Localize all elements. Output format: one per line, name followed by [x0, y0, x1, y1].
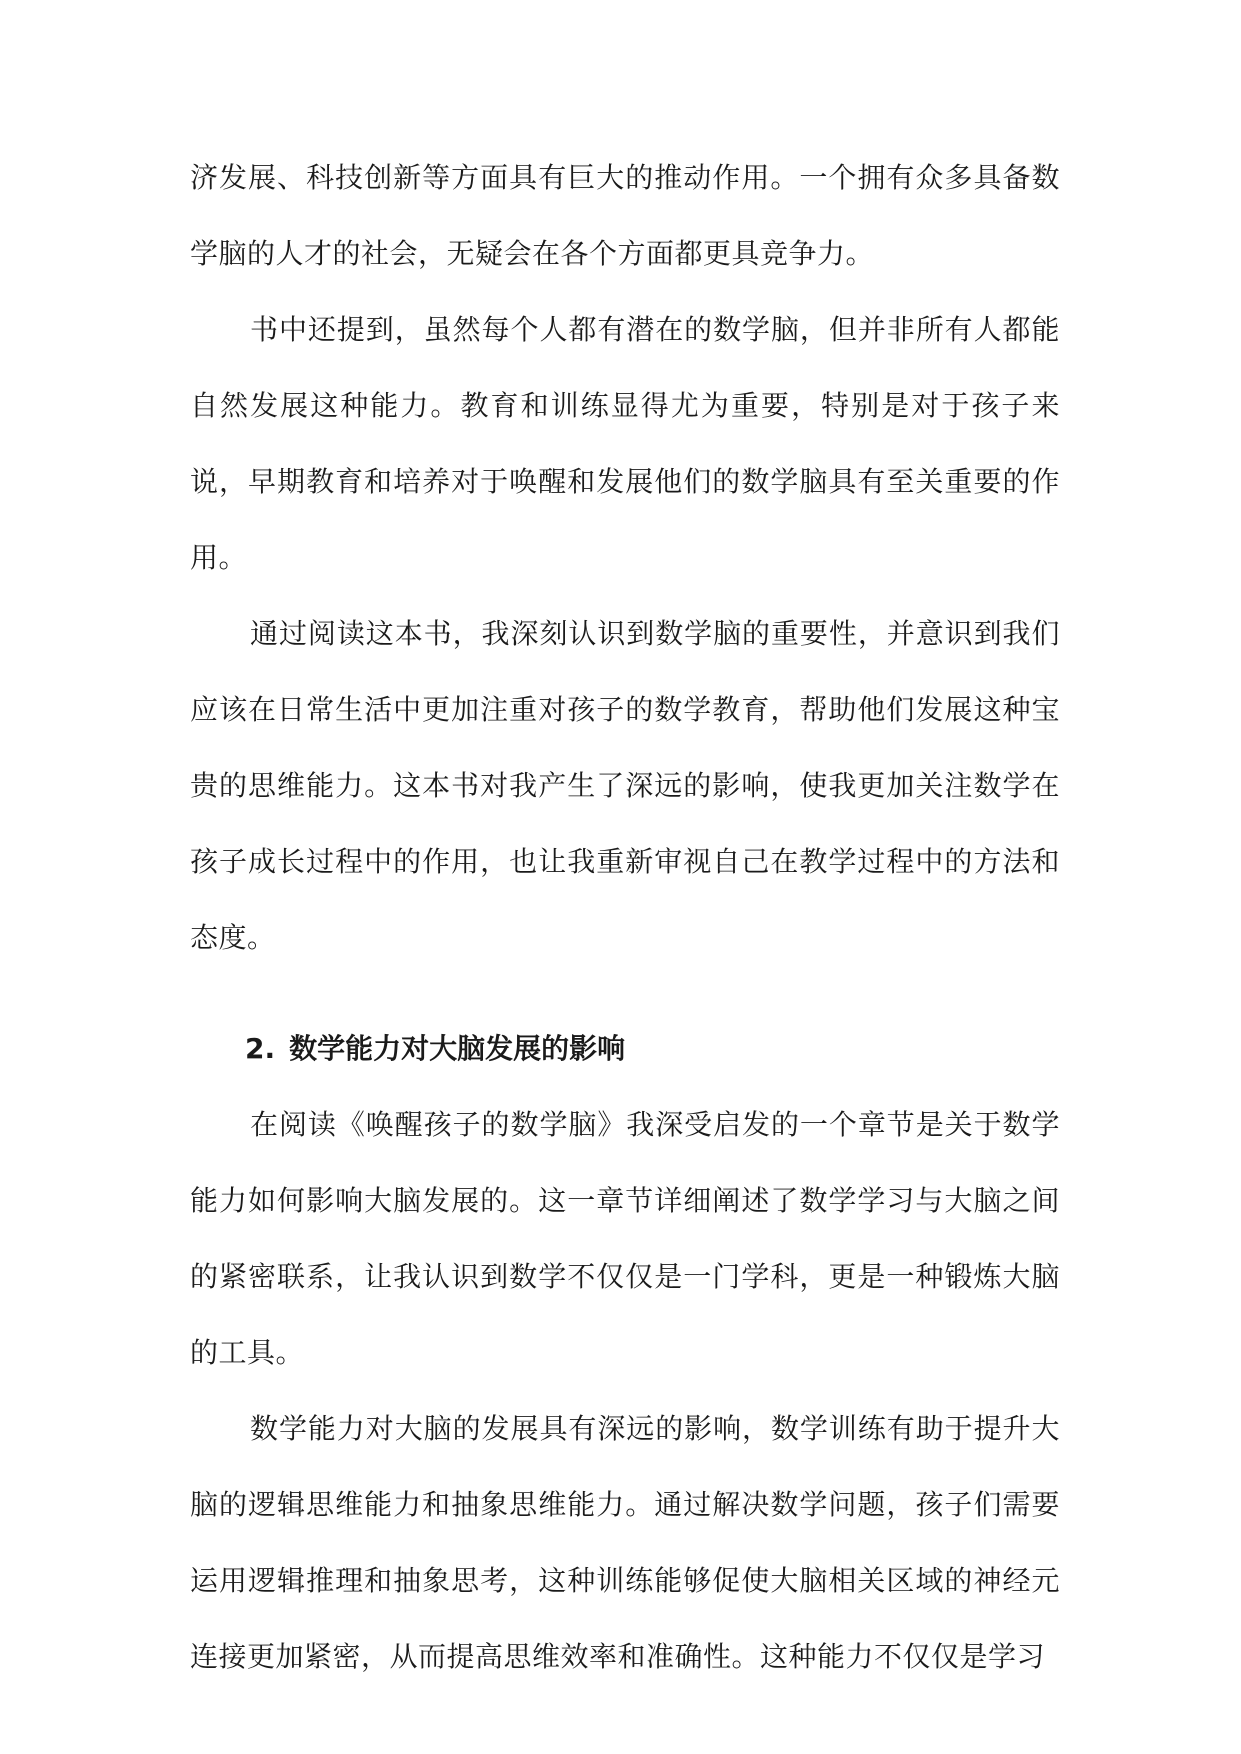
section-number: 2. — [245, 1032, 276, 1065]
paragraph-reading-reflection: 通过阅读这本书，我深刻认识到数学脑的重要性，并意识到我们应该在日常生活中更加注重对孩子的数学教育，帮助他们发展这种宝贵的思维能力。这本书对我产生了深远的影响，使我更加关注数学在孩子成长过程中的作用，也让我重新审视自己在教学过程中的方法和态度。 — [190, 617, 1060, 954]
paragraph-chapter-intro: 在阅读《唤醒孩子的数学脑》我深受启发的一个章节是关于数学能力如何影响大脑发展的。这一章节详细阐述了数学学习与大脑之间的紧密联系，让我认识到数学不仅仅是一门学科，更是一种锻炼大脑的工具。 — [190, 1108, 1060, 1369]
paragraph-brain-development: 数学能力对大脑的发展具有深远的影响，数学训练有助于提升大脑的逻辑思维能力和抽象思维能力。通过解决数学问题，孩子们需要运用逻辑推理和抽象思考，这种训练能够促使大脑相关区域的神经元连接更加紧密，从而提高思维效率和准确性。这种能力不仅仅是学习 — [190, 1412, 1060, 1673]
paragraph-potential-math-brain: 书中还提到，虽然每个人都有潜在的数学脑，但并非所有人都能自然发展这种能力。教育和训练显得尤为重要，特别是对于孩子来说，早期教育和培养对于唤醒和发展他们的数学脑具有至关重要的作用。 — [190, 313, 1060, 574]
paragraph-continuation: 济发展、科技创新等方面具有巨大的推动作用。一个拥有众多具备数学脑的人才的社会，无疑会在各个方面都更具竞争力。 — [190, 161, 1060, 270]
document-body — [190, 140, 1060, 1695]
section-heading — [190, 1011, 1060, 1087]
section-title: 数学能力对大脑发展的影响 — [289, 1032, 626, 1065]
